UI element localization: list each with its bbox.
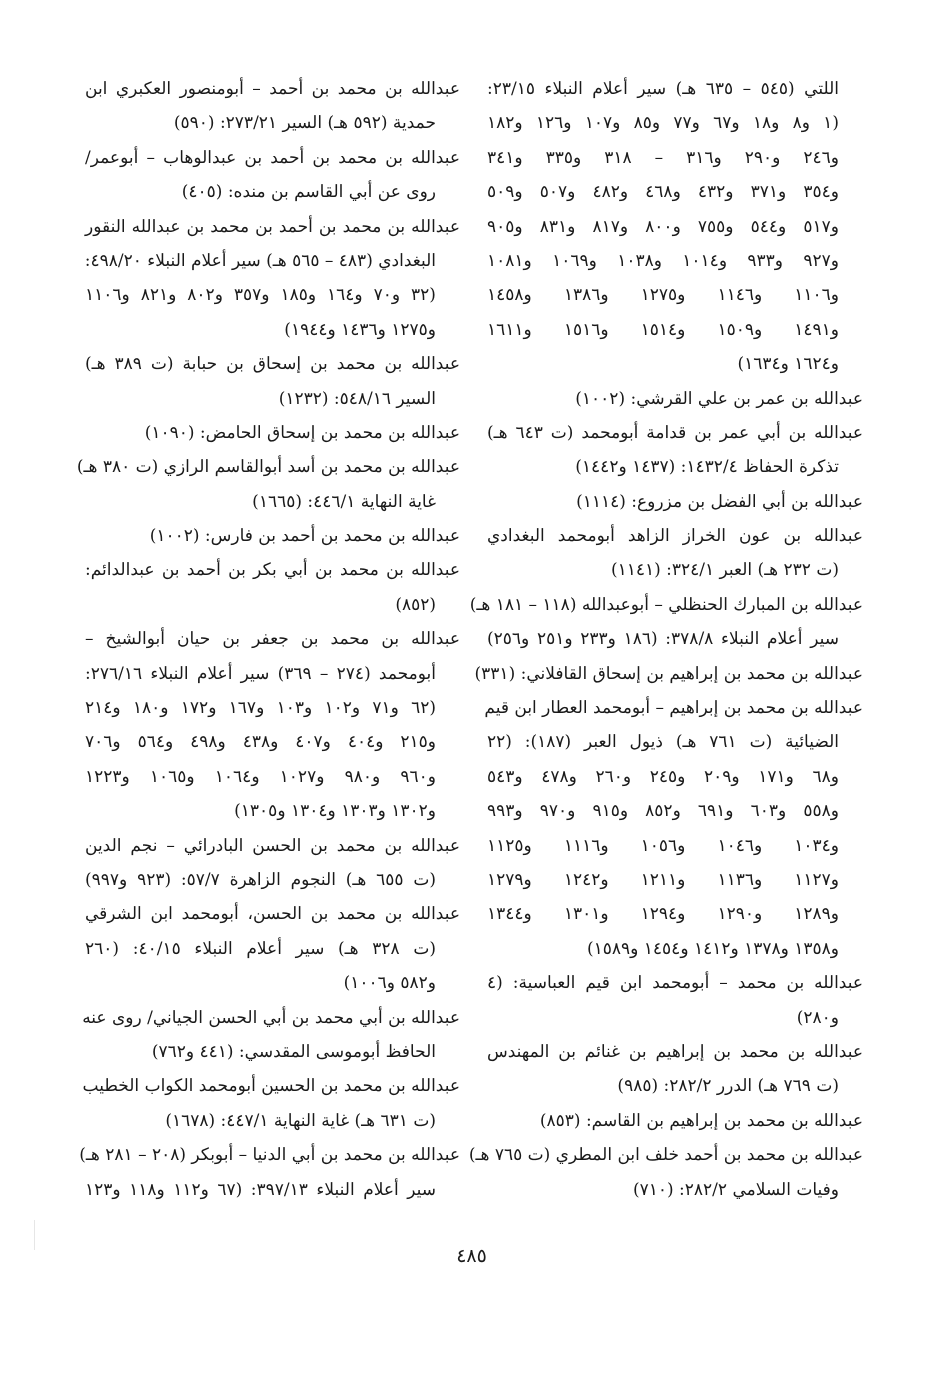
entry-continuation-line: و٦٨ و١٧١ و٢٠٩ و٢٤٥ و٢٦٠ و٤٧٨ و٥٤٣ bbox=[487, 766, 839, 787]
entry-continuation-line: سير أعلام النبلاء ٣٧٨/٨: (١٨٦ و٢٣٣ و٢٥١ و٢٥٦) bbox=[487, 629, 839, 650]
entry-continuation-line: (٨٥٢) bbox=[395, 594, 436, 615]
entry-continuation-line: الضيائية (ت ٧٦١ هـ) ذيول العبر (١٨٧): (٢٢ bbox=[487, 732, 840, 753]
entry-continuation-line: سير أعلام النبلاء ٣٩٧/١٣: (٦٧ و١١٢ و١١٨ و١٢٣ bbox=[85, 1179, 436, 1200]
right-column bbox=[468, 72, 863, 1207]
entry-continuation-line: و١٢٧٥ و١٤٣٦ و١٩٤٤) bbox=[284, 319, 436, 340]
entry-heading-line: عبدالله بن محمد بن أبي بكر بن أحمد بن عبدالدائم: bbox=[85, 560, 460, 581]
entry-heading-line: عبدالله بن عون الخراز الزاهد أبومحمد البغدادي bbox=[487, 526, 863, 547]
entry-continuation-line: و٢٨٠) bbox=[796, 1007, 839, 1028]
entry-heading-line: عبدالله بن أبي محمد بن أبي الحسن الجياني/ روى عنه bbox=[82, 1007, 460, 1028]
entry-heading-line: عبدالله بن محمد بن جعفر بن حيان أبوالشيخ – bbox=[85, 629, 460, 650]
entry-continuation-line: و٢٤٦ و٢٩٠ و٣١٦ – ٣١٨ و٣٣٥ و٣٤١ bbox=[487, 147, 839, 168]
entry-continuation-line: و٥١٧ و٥٤٤ و٧٥٥ و٨٠٠ و٨١٧ و٨٣١ و٩٠٥ bbox=[487, 216, 839, 237]
entry-heading-line: عبدالله بن محمد بن إسحاق الحامض: (١٠٩٠) bbox=[144, 422, 460, 443]
entry-heading-line: عبدالله بن محمد بن أبي الدنيا – أبوبكر (٢٠٨ – ٢٨١ هـ) bbox=[79, 1145, 460, 1166]
entry-continuation-line: حمدية (٥٩٢ هـ) السير ٢٧٣/٢١: (٥٩٠) bbox=[173, 113, 436, 134]
entry-heading-line: عبدالله بن محمد بن الحسين أبومحمد الكواب الخطيب bbox=[82, 1076, 460, 1097]
entry-continuation-line: (ت ٣٢٨ هـ) سير أعلام النبلاء ٤٠/١٥: (٢٦٠ bbox=[85, 938, 437, 959]
entry-continuation-line: و١٢٨٩ و١٢٩٠ و١٢٩٤ و١٣٠١ و١٣٤٤ bbox=[487, 904, 839, 925]
entry-continuation-line: الحافظ أبوموسى المقدسي: (٤٤١ و٧٦٢) bbox=[151, 1041, 436, 1062]
entry-heading-line: عبدالله بن محمد بن أسد أبوالقاسم الرازي (ت ٣٨٠ هـ) bbox=[76, 457, 460, 478]
entry-continuation-line: و١٣٥٨ و١٣٧٨ و١٤١٢ و١٤٥٤ و١٥٨٩) bbox=[586, 938, 839, 959]
entry-continuation-line: و١٤٩١ و١٥٠٩ و١٥١٤ و١٥١٦ و١٦١١ bbox=[487, 319, 839, 340]
entry-heading-line: عبدالله بن محمد – أبومحمد ابن قيم العباسية: (٤ bbox=[487, 973, 863, 994]
entry-heading-line: عبدالله بن محمد بن إبراهيم بن إسحاق القافلاني: (٣٣١) bbox=[474, 663, 863, 684]
entry-continuation-line: و١١٢٧ و١١٣٦ و١٢١١ و١٢٤٢ و١٢٧٩ bbox=[487, 869, 839, 890]
entry-continuation-line: و٢١٥ و٤٠٤ و٤٠٧ و٤٣٨ و٤٩٨ و٥٦٤ و٧٠٦ bbox=[85, 732, 436, 753]
entry-continuation-line: (١ و٨ و١٨ و٦٧ و٧٧ و٨٥ و١٠٧ و١٢٦ و١٨٢ bbox=[487, 113, 839, 134]
left-column bbox=[76, 72, 460, 1207]
entry-continuation-line: روى عن أبي القاسم بن منده: (٤٠٥) bbox=[181, 182, 436, 203]
entry-continuation-line: و١٦٢٤ و١٦٣٤) bbox=[737, 354, 839, 375]
entry-continuation-line: وفيات السلامي ٢٨٢/٢: (٧١٠) bbox=[632, 1179, 839, 1200]
entry-continuation-line: و٥٥٨ و٦٠٣ و٦٩١ و٨٥٢ و٩١٥ و٩٧٠ و٩٩٣ bbox=[487, 801, 839, 822]
entry-heading-line: عبدالله بن محمد بن إبراهيم بن غنائم بن المهندس bbox=[487, 1041, 863, 1062]
entry-continuation-line: و٥٨٢ و١٠٠٦) bbox=[343, 973, 436, 994]
entry-heading-line: عبدالله بن محمد بن إسحاق بن حبابة (ت ٣٨٩ هـ) bbox=[85, 354, 460, 375]
entry-heading-line: عبدالله بن محمد بن إبراهيم – أبومحمد العطار ابن قيم bbox=[484, 698, 863, 719]
entry-continuation-line: و١١٠٦ و١١٤٦ و١٢٧٥ و١٣٨٦ و١٤٥٨ bbox=[487, 285, 839, 306]
entry-continuation-line: غاية النهاية ٤٤٦/١: (١٦٦٥) bbox=[252, 491, 436, 512]
entry-heading-line: عبدالله بن محمد بن الحسن البادرائي – نجم الدين bbox=[85, 835, 460, 856]
entry-heading-line: عبدالله بن محمد بن أحمد خلف ابن المطري (ت ٧٦٥ هـ) bbox=[468, 1145, 863, 1166]
entry-continuation-line: (٣٢ و٧٠ و١٦٤ و١٨٥ و٣٥٧ و٨٠٢ و٨٢١ و١١٠٦ bbox=[85, 285, 436, 306]
entry-continuation-line: اللتي (٥٤٥ – ٦٣٥ هـ) سير أعلام النبلاء ٢٣/١٥: bbox=[487, 79, 839, 99]
entry-continuation-line: و١٣٠٢ و١٣٠٣ و١٣٠٤ و١٣٠٥) bbox=[234, 801, 436, 822]
entry-continuation-line: (٦٢ و٧١ و١٠٢ و١٠٣ و١٦٧ و١٧٢ و١٨٠ و٢١٤ bbox=[85, 698, 436, 719]
page-number: ٤٨٥ bbox=[456, 1245, 487, 1267]
entry-continuation-line: و٩٦٠ و٩٨٠ و١٠٢٧ و١٠٦٤ و١٠٦٥ و١٢٢٣ bbox=[85, 766, 436, 787]
entry-heading-line: عبدالله بن عمر بن علي القرشي: (١٠٠٢) bbox=[575, 388, 863, 409]
entry-heading-line: عبدالله بن محمد بن الحسن، أبومحمد ابن الشرقي bbox=[85, 904, 460, 925]
entry-heading-line: عبدالله بن محمد بن أحمد بن فارس: (١٠٠٢) bbox=[149, 526, 460, 547]
entry-continuation-line: (ت ٦٣١ هـ) غاية النهاية ٤٤٧/١: (١٦٧٨) bbox=[165, 1110, 436, 1131]
entry-continuation-line: و٩٢٧ و٩٣٣ و١٠١٤ و١٠٣٨ و١٠٦٩ و١٠٨١ bbox=[487, 250, 839, 271]
entry-heading-line: عبدالله بن محمد بن أحمد بن محمد بن عبدالله النقور bbox=[85, 216, 460, 237]
entry-heading-line: عبدالله بن محمد بن أحمد – أبومنصور العكبري ابن bbox=[85, 79, 460, 99]
entry-continuation-line: (ت ٦٥٥ هـ) النجوم الزاهرة ٥٧/٧: (٩٢٣ و٩٩٧) bbox=[85, 869, 436, 890]
entry-continuation-line: و٣٥٤ و٣٧١ و٤٣٢ و٤٦٨ و٤٨٢ و٥٠٧ و٥٠٩ bbox=[487, 182, 839, 203]
entry-continuation-line: و١٠٣٤ و١٠٤٦ و١٠٥٦ و١١١٦ و١١٢٥ bbox=[487, 835, 839, 856]
entry-continuation-line: (ت ٢٣٢ هـ) العبر ٣٢٤/١: (١١٤١) bbox=[610, 560, 839, 581]
entry-heading-line: عبدالله بن المبارك الحنظلي – أبوعبدالله (١١٨ – ١٨١ هـ) bbox=[469, 594, 863, 615]
entry-continuation-line: أبومحمد (٢٧٤ – ٣٦٩) سير أعلام النبلاء ٢٧٦/١٦: bbox=[85, 663, 436, 684]
entry-heading-line: عبدالله بن أبي عمر بن قدامة أبومحمد (ت ٦٤٣ هـ) bbox=[487, 422, 863, 443]
entry-continuation-line: البغدادي (٤٨٣ – ٥٦٥ هـ) سير أعلام النبلاء ٤٩٨/٢٠: bbox=[84, 250, 436, 271]
entry-continuation-line: السير ٥٤٨/١٦: (١٢٣٢) bbox=[278, 388, 436, 409]
entry-continuation-line: تذكرة الحفاظ ١٤٣٢/٤: (١٤٣٧ و١٤٤٢) bbox=[575, 457, 839, 478]
entry-heading-line: عبدالله بن محمد بن أحمد بن عبدالوهاب – أبوعمر/ bbox=[85, 147, 460, 168]
entry-heading-line: عبدالله بن محمد بن إبراهيم بن القاسم: (٨٥٣) bbox=[539, 1110, 863, 1131]
entry-continuation-line: (ت ٧٦٩ هـ) الدرر ٢٨٢/٢: (٩٨٥) bbox=[617, 1076, 839, 1097]
entry-heading-line: عبدالله بن أبي الفضل بن مزروع: (١١١٤) bbox=[576, 491, 863, 512]
